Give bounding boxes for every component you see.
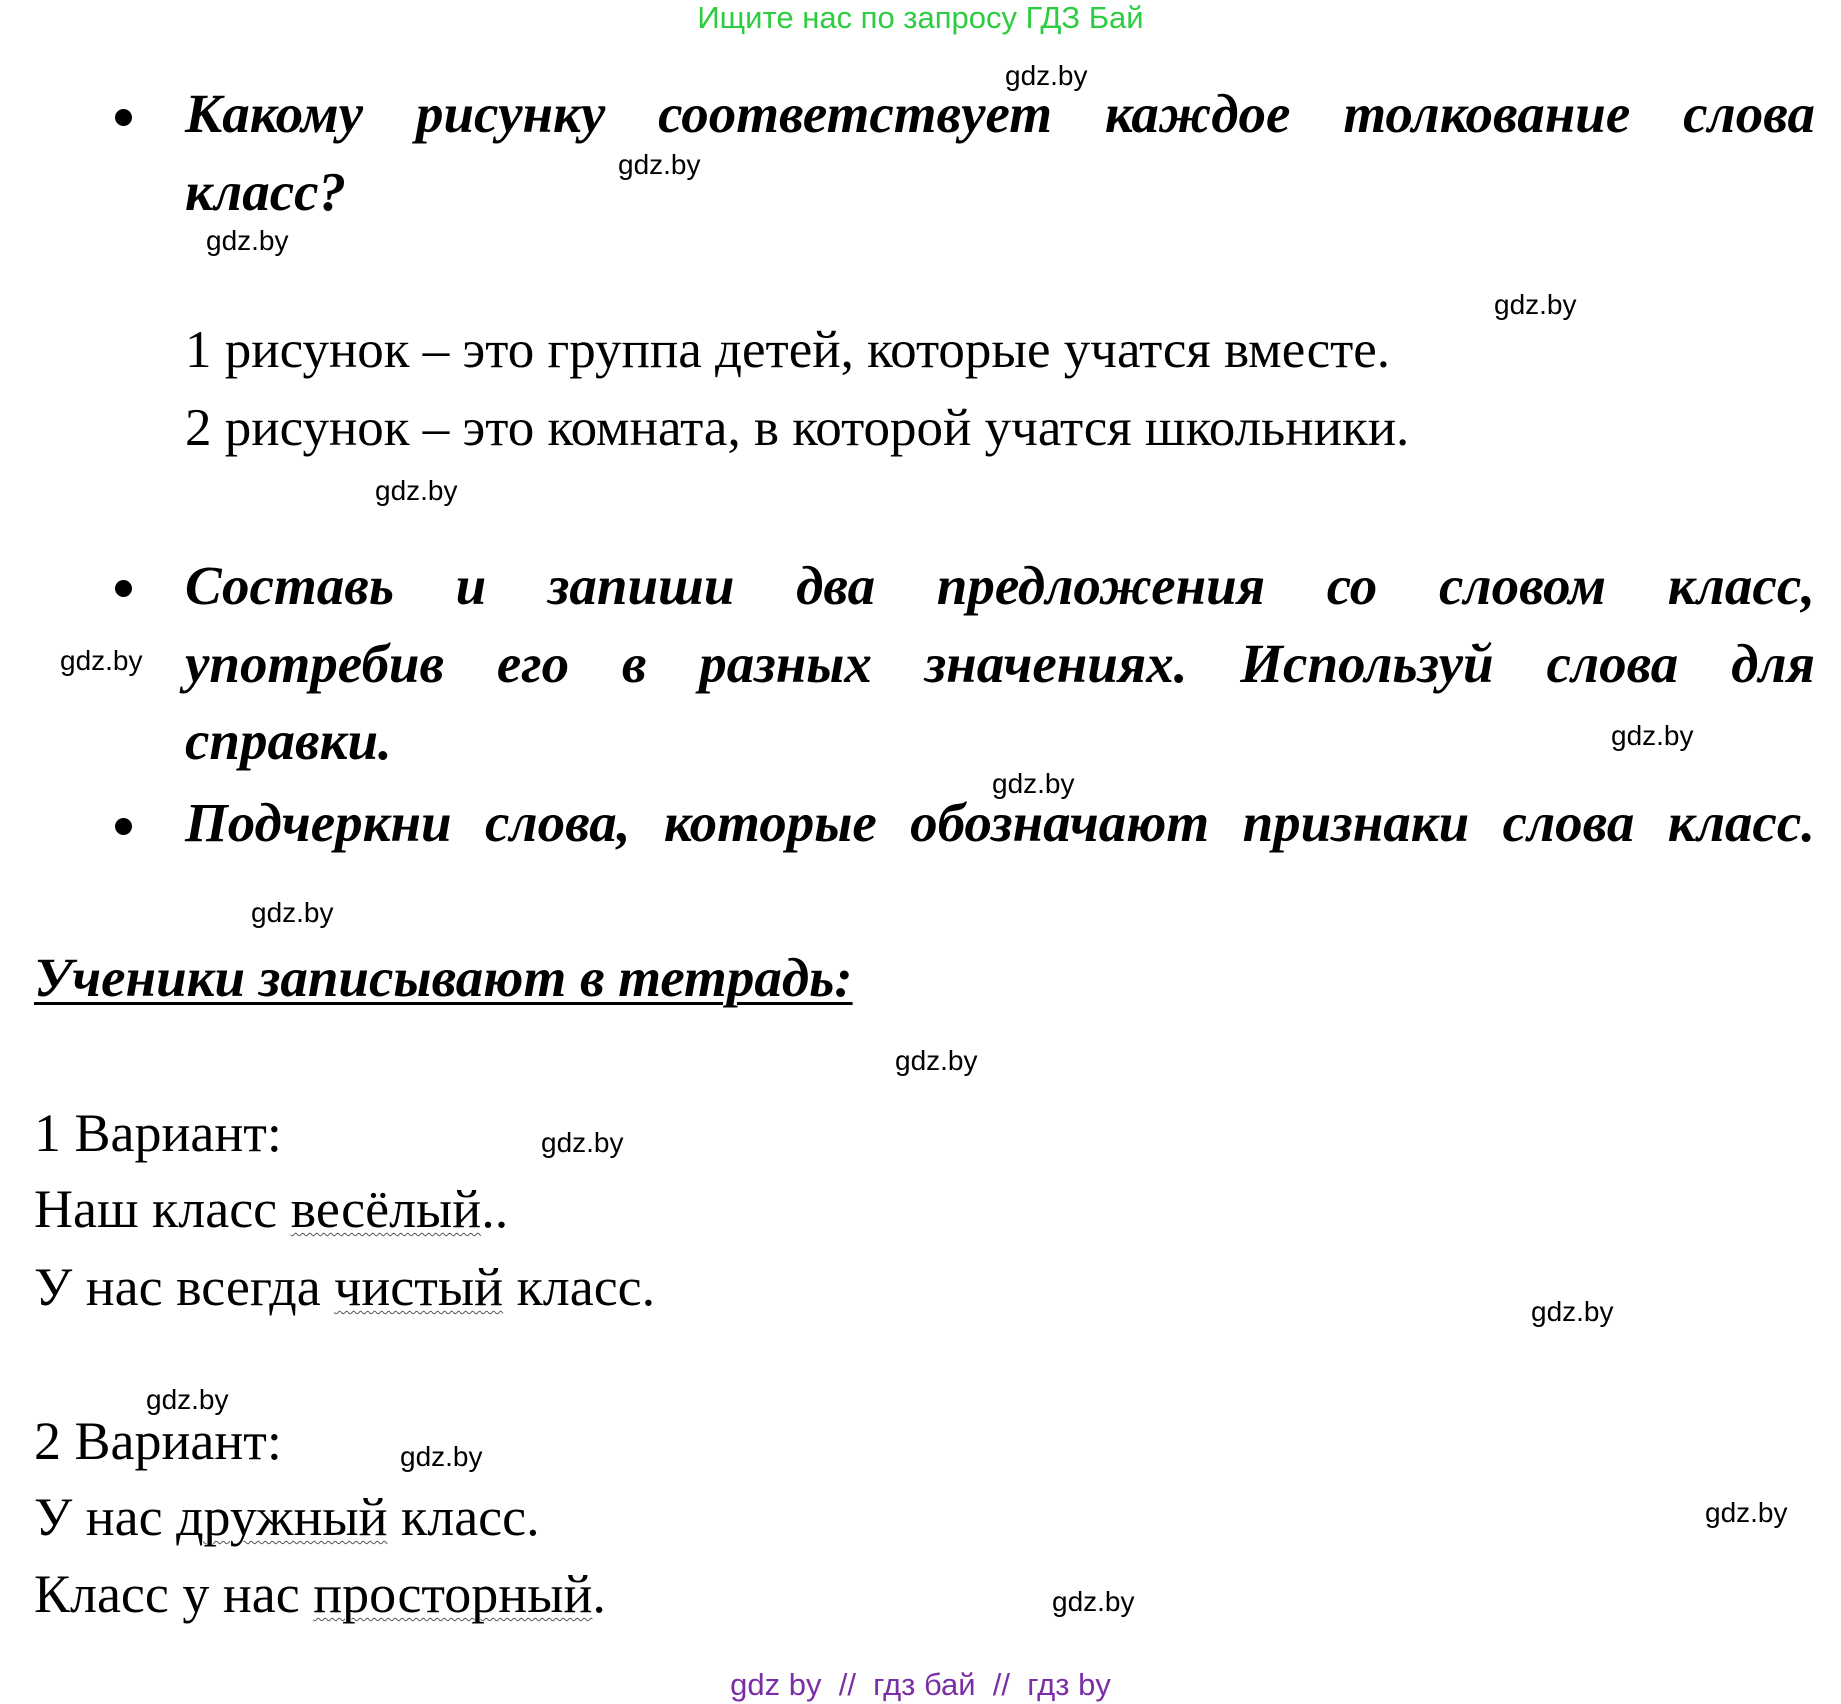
bullet-2 [115,580,132,597]
sentence-text: . [592,1564,606,1624]
watermark: gdz.by [1005,60,1088,91]
sentence-text: .. [481,1179,509,1239]
task2-word: запиши [547,555,735,616]
variant2-sentence1 [34,1486,540,1548]
task1-word: толкование [1343,83,1631,144]
watermark: gdz.by [1052,1586,1135,1617]
task2-word: Составь [185,555,394,616]
answer-line-1: 1 рисунок – это группа детей, которые учатся вместе. [185,321,1391,379]
task2-word: словом [1438,555,1607,616]
sentence-text: Наш класс [34,1179,291,1239]
sentence-text: класс. [503,1257,656,1317]
task2-word: употребив [185,633,445,694]
task2-word: предложения [936,555,1266,616]
underlined-word: дружный [176,1487,388,1547]
task1-word: слова [1683,83,1815,144]
underlined-word: чистый [334,1257,504,1317]
variant1-sentence2 [34,1256,655,1318]
bullet-1 [115,109,132,126]
task3-line1: Подчеркни слова, которые обозначают признаки слова класс. [185,792,1815,853]
task2-word: значениях. [924,633,1188,694]
task1-word: рисунку [415,83,606,144]
task2-word: Используй [1240,633,1494,694]
task2-word: и [455,555,487,616]
watermark: gdz.by [541,1127,624,1158]
task2-word: два [796,555,876,616]
task1-word: соответствует [658,83,1053,144]
task2-word: класс, [1667,555,1815,616]
sentence-text: Класс у нас [34,1564,314,1624]
watermark: gdz.by [618,149,701,180]
sentence-text: У нас [34,1487,177,1547]
task2-word: разных [699,633,872,694]
watermark: gdz.by [251,897,334,928]
task2-word: для [1731,633,1815,694]
variant1-title: 1 Вариант: [34,1103,282,1163]
underlined-word: весёлый [290,1179,482,1239]
task1-line1 [185,83,1815,145]
watermark: gdz.by [992,768,1075,799]
task2-word: слова [1546,633,1679,694]
footer-links: gdz by // гдз бай // гдз by [730,1667,1111,1702]
watermark: gdz.by [1494,289,1577,320]
watermark: gdz.by [1705,1497,1788,1528]
watermark: gdz.by [1611,720,1694,751]
answer-line-2: 2 рисунок – это комната, в которой учатся школьники. [185,399,1410,457]
bullet-3 [115,818,132,835]
variant2-title: 2 Вариант: [34,1411,282,1471]
watermark: gdz.by [60,645,143,676]
task2-line3: справки. [185,710,392,771]
watermark: gdz.by [206,225,289,256]
variant2-sentence2 [34,1563,606,1625]
task2-line1 [185,555,1815,617]
underlined-word: просторный [313,1564,593,1624]
watermark: gdz.by [375,475,458,506]
watermark: gdz.by [895,1045,978,1076]
watermark: gdz.by [400,1441,483,1472]
variant1-sentence1 [34,1178,508,1240]
task2-word: его [496,633,570,694]
notebook-heading: Ученики записывают в тетрадь: [34,947,853,1008]
task2-word: в [621,633,647,694]
task2-line2 [185,633,1815,695]
sentence-text: У нас всегда [34,1257,335,1317]
top-banner: Ищите нас по запросу ГДЗ Бай [697,0,1144,35]
sentence-text: класс. [387,1487,540,1547]
watermark: gdz.by [1531,1296,1614,1327]
task1-line2: класс? [185,161,347,222]
watermark: gdz.by [146,1384,229,1415]
task1-word: Какому [185,83,364,144]
task2-word: со [1326,555,1378,616]
task1-word: каждое [1104,83,1291,144]
